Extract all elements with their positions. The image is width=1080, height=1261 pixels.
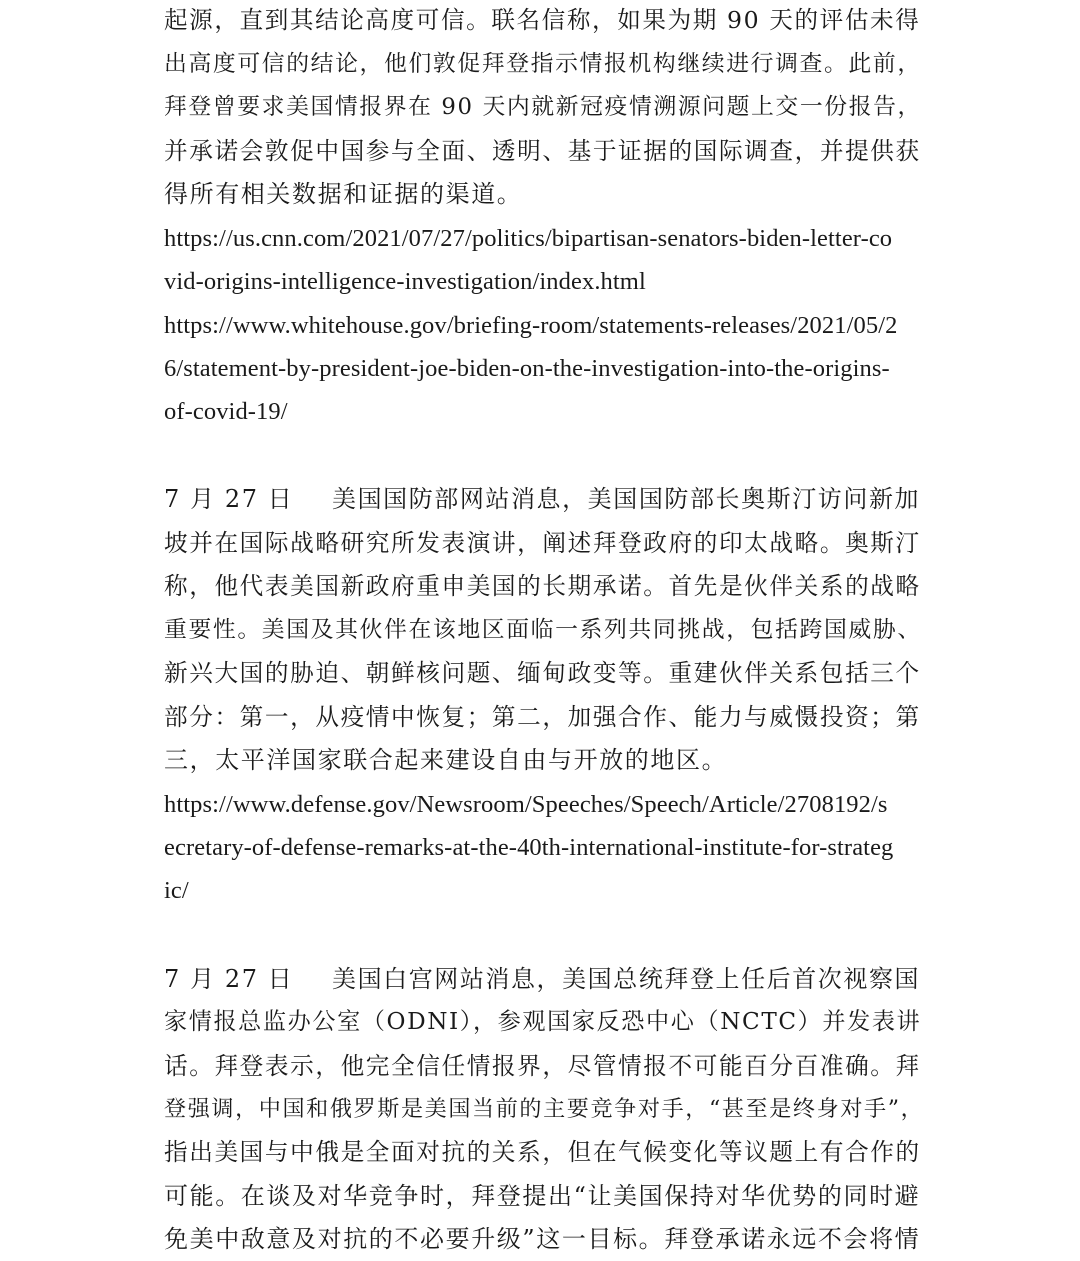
source-url-line: https://us.cnn.com/2021/07/27/politics/bipartisan-senators-biden-letter-co [164, 225, 893, 252]
entry-date: 7 月 27 日 [164, 965, 294, 993]
paragraph-line: 话。拜登表示，他完全信任情报界，尽管情报不可能百分百准确。拜 [164, 1052, 921, 1080]
entry-text: 美国白宫网站消息，美国总统拜登上任后首次视察国 [332, 965, 921, 993]
paragraph-line: 三，太平洋国家联合起来建设自由与开放的地区。 [164, 746, 728, 774]
paragraph-line: 出高度可信的结论，他们敦促拜登指示情报机构继续进行调查。此前， [164, 51, 922, 77]
paragraph-line: 指出美国与中俄是全面对抗的关系，但在气候变化等议题上有合作的 [164, 1138, 921, 1166]
paragraph-line: 部分：第一，从疫情中恢复；第二，加强合作、能力与威慑投资；第 [164, 703, 921, 731]
paragraph-line: 称，他代表美国新政府重申美国的长期承诺。首先是伙伴关系的战略 [164, 572, 921, 600]
paragraph-line: 并承诺会敦促中国参与全面、透明、基于证据的国际调查，并提供获 [164, 137, 921, 165]
paragraph-line: 新兴大国的胁迫、朝鲜核问题、缅甸政变等。重建伙伴关系包括三个 [164, 659, 921, 687]
paragraph-line: 可能。在谈及对华竞争时，拜登提出“让美国保持对华优势的同时避 [164, 1182, 921, 1210]
paragraph-line: 重要性。美国及其伙伴在该地区面临一系列共同挑战，包括跨国威胁、 [164, 617, 922, 643]
entry-text: 美国国防部网站消息，美国国防部长奥斯汀访问新加 [332, 485, 921, 513]
source-url-line: 6/statement-by-president-joe-biden-on-the-investigation-into-the-origins- [164, 355, 890, 382]
paragraph-line: 家情报总监办公室（ODNI），参观国家反恐中心（NCTC）并发表讲 [164, 1009, 922, 1035]
source-url-line: https://www.defense.gov/Newsroom/Speeches/Speech/Article/2708192/s [164, 791, 888, 818]
paragraph-line: 登强调，中国和俄罗斯是美国当前的主要竞争对手，“甚至是终身对手”， [164, 1096, 925, 1122]
source-url-line: of-covid-19/ [164, 398, 288, 425]
paragraph-line: 起源，直到其结论高度可信。联名信称，如果为期 90 天的评估未得 [164, 6, 921, 34]
source-url-line: ic/ [164, 877, 189, 904]
source-url-line: https://www.whitehouse.gov/briefing-room/statements-releases/2021/05/2 [164, 312, 898, 339]
source-url-line: ecretary-of-defense-remarks-at-the-40th-international-institute-for-strateg [164, 834, 894, 861]
paragraph-line: 得所有相关数据和证据的渠道。 [164, 180, 523, 208]
paragraph-line: 免美中敌意及对抗的不必要升级”这一目标。拜登承诺永远不会将情 [164, 1225, 921, 1253]
source-url-line: vid-origins-intelligence-investigation/index.html [164, 268, 646, 295]
entry-first-line [164, 964, 920, 994]
entry-date: 7 月 27 日 [164, 485, 294, 513]
entry-first-line [164, 484, 920, 514]
paragraph-line: 坡并在国际战略研究所发表演讲，阐述拜登政府的印太战略。奥斯汀 [164, 529, 921, 557]
paragraph-line: 拜登曾要求美国情报界在 90 天内就新冠疫情溯源问题上交一份报告， [164, 94, 922, 120]
